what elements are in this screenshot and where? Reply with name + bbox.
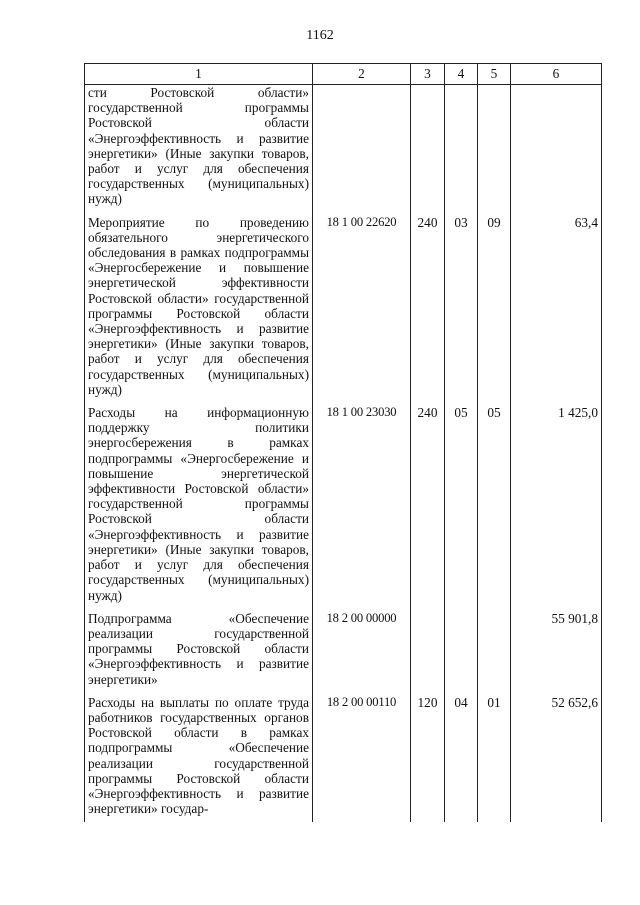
- row-description: Расходы на выплаты по оплате труда работников государственных органов Ростовской области в рамках подпрограммы «Обеспечение реализации государственной программы Ростовской области «Энергоэффективность и развитие энергетики» государ-: [85, 693, 313, 823]
- row-amount: 55 901,8: [511, 609, 602, 693]
- row-amount: 63,4: [511, 213, 602, 403]
- row-expense-type: 240: [411, 213, 445, 403]
- column-header: 1: [85, 64, 313, 85]
- row-description: Расходы на информационную поддержку политики энергосбережения в рамках подпрограммы «Энергосбережение и повышение энергетической эффективности Ростовской области» государственной программы Ростовской области «Энергоэффективность и развитие энергетики» (Иные закупки товаров, работ и услуг для обеспечения государственных (муниципальных) нужд): [85, 403, 313, 609]
- row-target-code: 18 1 00 23030: [313, 403, 411, 609]
- column-header: 6: [511, 64, 602, 85]
- row-section: 03: [445, 213, 478, 403]
- row-amount: 1 425,0: [511, 403, 602, 609]
- row-section: 05: [445, 403, 478, 609]
- column-header: 5: [478, 64, 511, 85]
- row-amount: [511, 85, 602, 213]
- row-subsection: 01: [478, 693, 511, 823]
- row-subsection: 09: [478, 213, 511, 403]
- row-amount: 52 652,6: [511, 693, 602, 823]
- row-target-code: 18 2 00 00000: [313, 609, 411, 693]
- row-description: Подпрограмма «Обеспечение реализации государственной программы Ростовской области «Энергоэффективность и развитие энергетики»: [85, 609, 313, 693]
- row-expense-type: 240: [411, 403, 445, 609]
- row-subsection: 05: [478, 403, 511, 609]
- table-row: [85, 85, 602, 213]
- table-row: [85, 403, 602, 609]
- row-target-code: 18 2 00 00110: [313, 693, 411, 823]
- row-subsection: [478, 609, 511, 693]
- table-row: [85, 213, 602, 403]
- row-expense-type: 120: [411, 693, 445, 823]
- row-expense-type: [411, 85, 445, 213]
- row-expense-type: [411, 609, 445, 693]
- row-target-code: [313, 85, 411, 213]
- row-section: [445, 85, 478, 213]
- budget-table: [84, 63, 602, 822]
- table-row: [85, 693, 602, 823]
- row-section: 04: [445, 693, 478, 823]
- column-header: 2: [313, 64, 411, 85]
- page-number: 1162: [306, 28, 334, 43]
- row-description: сти Ростовской области» государственной программы Ростовской области «Энергоэффективность и развитие энергетики» (Иные закупки товаров, работ и услуг для обеспечения государственных (муниципальных) нужд): [85, 85, 313, 213]
- table-row: [85, 609, 602, 693]
- column-header: 3: [411, 64, 445, 85]
- row-description: Мероприятие по проведению обязательного энергетического обследования в рамках подпрограммы «Энергосбережение и повышение энергетической эффективности Ростовской области» государственной программы Ростовской области «Энергоэффективность и развитие энергетики» (Иные закупки товаров, работ и услуг для обеспечения государственных (муниципальных) нужд): [85, 213, 313, 403]
- row-target-code: 18 1 00 22620: [313, 213, 411, 403]
- row-section: [445, 609, 478, 693]
- row-subsection: [478, 85, 511, 213]
- table-header-row: [85, 64, 602, 85]
- column-header: 4: [445, 64, 478, 85]
